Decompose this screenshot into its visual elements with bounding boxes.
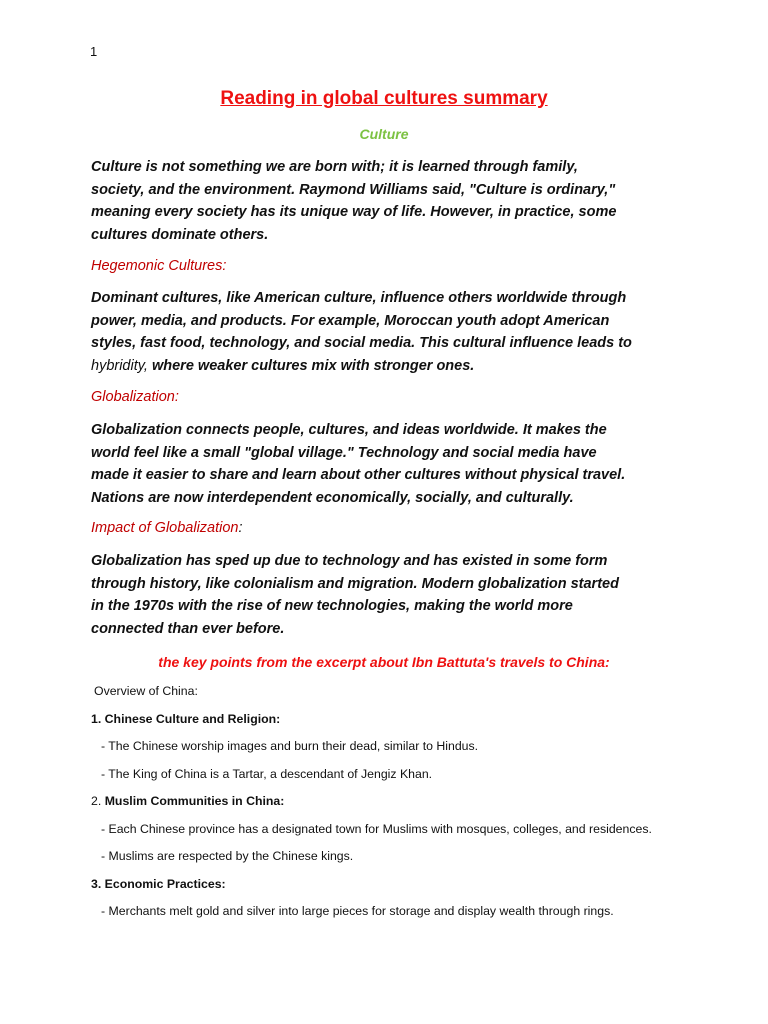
text-line: Globalization connects people, cultures, and ideas worldwide. It makes the [91, 422, 607, 438]
list-item: - The Chinese worship images and burn their dead, similar to Hindus. [101, 739, 479, 753]
document-title: Reading in global cultures summary [220, 88, 548, 109]
text-line: power, media, and products. For example, Moroccan youth adopt American [91, 312, 610, 329]
text-line: through history, like colonialism and migration. Modern globalization started [91, 575, 619, 592]
paragraph-hegemonic-cultures [91, 287, 691, 377]
text-line: Nations are now interdependent economically, socially, and culturally. [91, 489, 574, 506]
section-number: 2. [91, 794, 105, 808]
text-line [91, 355, 691, 378]
section-heading-culture: Culture [359, 126, 409, 142]
paragraph-impact [91, 550, 691, 640]
hybridity-term: hybridity, [91, 357, 148, 374]
paragraph-culture [91, 156, 691, 246]
heading-key-points: the key points from the excerpt about Ibn Battuta's travels to China: [158, 654, 610, 670]
paragraph-globalization [91, 419, 691, 509]
list-item: - Merchants melt gold and silver into large pieces for storage and display wealth through rings. [101, 904, 614, 918]
heading-globalization: Globalization: [91, 389, 179, 405]
section-title-economic-practices: 3. Economic Practices: [91, 877, 226, 891]
text-line: Culture is not something we are born with; it is learned through family, [91, 159, 578, 175]
text-line: cultures dominate others. [91, 226, 269, 243]
text-line: Globalization has sped up due to technology and has existed in some form [91, 553, 608, 569]
text-line: connected than ever before. [91, 620, 285, 637]
overview-label: Overview of China: [94, 684, 198, 698]
list-item: - Muslims are respected by the Chinese kings. [101, 849, 354, 863]
text-fragment: where weaker cultures mix with stronger ones. [147, 357, 475, 374]
heading-colon: : [238, 520, 243, 536]
list-item: - The King of China is a Tartar, a descendant of Jengiz Khan. [101, 767, 433, 781]
page-number: 1 [90, 44, 98, 59]
heading-text: Impact of Globalization [91, 520, 239, 536]
text-line: made it easier to share and learn about other cultures without physical travel. [91, 467, 626, 483]
heading-impact-of-globalization [91, 520, 243, 536]
list-item: - Each Chinese province has a designated town for Muslims with mosques, colleges, and residences. [101, 822, 652, 836]
text-line: in the 1970s with the rise of new technologies, making the world more [91, 598, 573, 614]
text-line: styles, fast food, technology, and social media. This cultural influence leads to [91, 335, 632, 351]
section-title-culture-religion: 1. Chinese Culture and Religion: [91, 712, 281, 726]
text-line: society, and the environment. Raymond Williams said, "Culture is ordinary," [91, 181, 616, 198]
text-line: Dominant cultures, like American culture, influence others worldwide through [91, 290, 627, 306]
heading-hegemonic-cultures: Hegemonic Cultures: [91, 258, 227, 274]
text-line: world feel like a small "global village." Technology and social media have [91, 444, 597, 461]
section-title-text: Muslim Communities in China: [104, 794, 285, 808]
section-title-muslim-communities [91, 794, 284, 808]
text-line: meaning every society has its unique way of life. However, in practice, some [91, 204, 617, 220]
